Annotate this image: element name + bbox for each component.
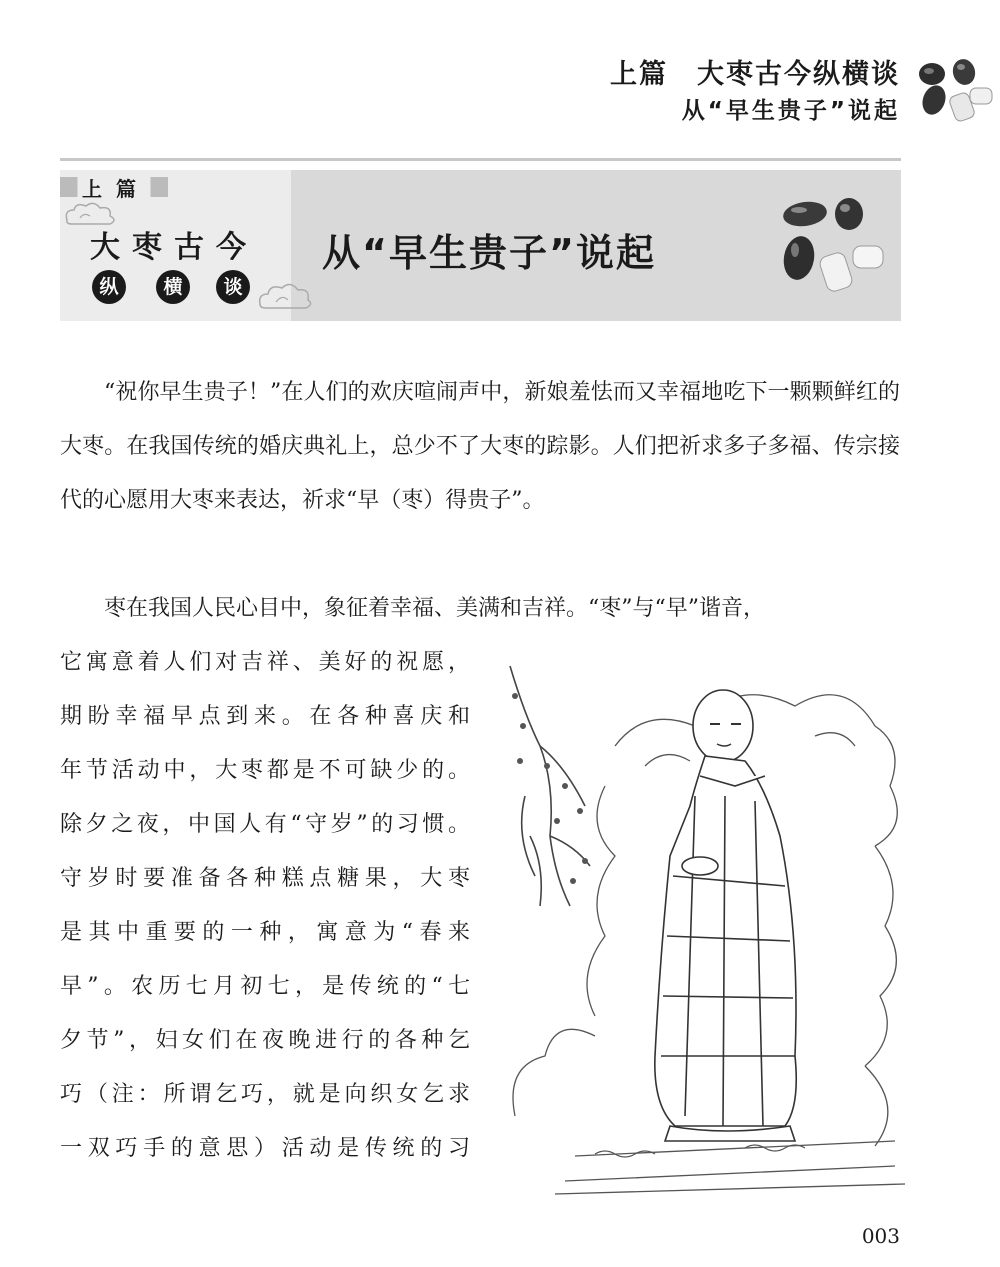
section-name: 大枣古今 [90, 230, 258, 265]
jujube-header-image [912, 52, 996, 130]
circle-char-heng: 横 [156, 270, 190, 304]
circle-char-tan: 谈 [216, 270, 250, 304]
chapter-banner [60, 170, 901, 321]
page-number: 003 [861, 1224, 900, 1248]
monk-illustration [495, 636, 910, 1196]
text-line: 守岁时要准备各种糕点糖果，大枣 [60, 866, 470, 891]
text-line: 期盼幸福早点到来。在各种喜庆和 [60, 704, 470, 729]
cloud-ornament-icon [256, 278, 316, 312]
running-header-part: 上篇 大枣古今纵横谈 [610, 59, 900, 90]
header-rule [60, 158, 901, 161]
jujube-banner-image [775, 192, 890, 302]
text-line: 一双巧手的意思）活动是传统的习 [60, 1136, 470, 1161]
paragraph-1: “祝你早生贵子！”在人们的欢庆喧闹声中，新娘羞怯而又幸福地吃下一颗颗鲜红的大枣。在我国传统的婚庆典礼上，总少不了大枣的踪影。人们把祈求多子多福、传宗接代的心愿用大枣来表达，祈求“早（枣）得贵子”。 [60, 380, 900, 513]
text-line: 是其中重要的一种，寓意为“春来 [60, 920, 470, 945]
section-panel [60, 170, 291, 321]
paragraph-2-column [60, 636, 470, 1176]
text-line: 巧（注：所谓乞巧，就是向织女乞求 [60, 1082, 470, 1107]
text-line: 除夕之夜，中国人有“守岁”的习惯。 [60, 812, 470, 837]
part-label [60, 177, 168, 201]
text-line: 早”。农历七月初七，是传统的“七 [60, 974, 470, 999]
running-header [610, 58, 900, 126]
text-line: 年节活动中，大枣都是不可缺少的。 [60, 758, 470, 783]
running-header-chapter: 从“早生贵子”说起 [681, 98, 900, 124]
section-circles [92, 270, 262, 306]
paragraph-2-first-line: 枣在我国人民心目中，象征着幸福、美满和吉祥。“枣”与“早”谐音， [104, 596, 765, 621]
chapter-title: 从“早生贵子”说起 [322, 231, 656, 275]
circle-char-zong: 纵 [92, 270, 126, 304]
part-label-text: 上篇 [82, 177, 150, 201]
text-line: 夕节”，妇女们在夜晚进行的各种乞 [60, 1028, 470, 1053]
text-line: 它寓意着人们对吉祥、美好的祝愿， [60, 650, 470, 675]
